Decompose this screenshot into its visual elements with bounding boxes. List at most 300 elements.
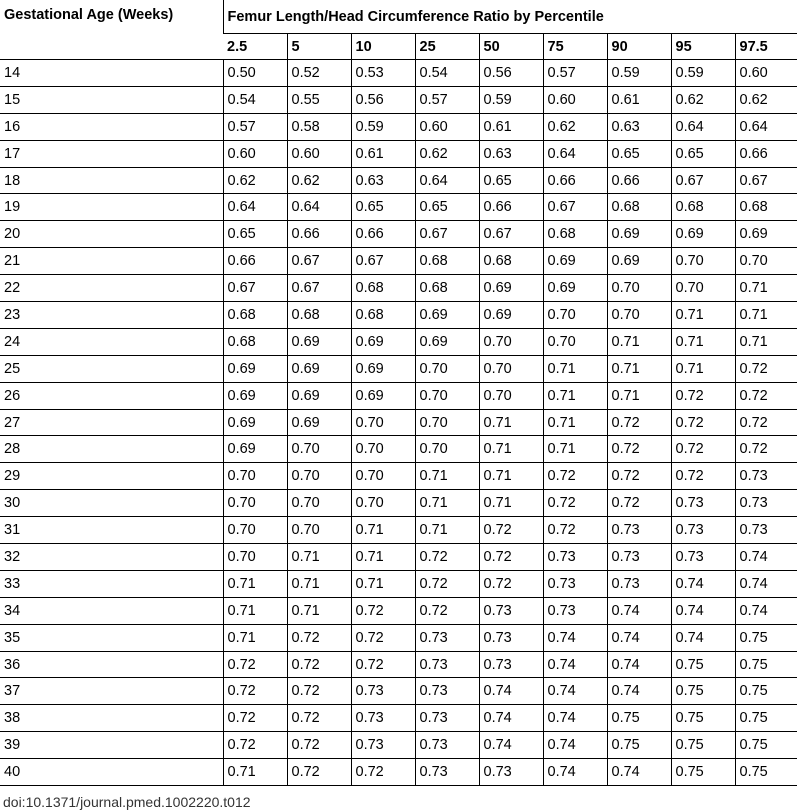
ratio-cell: 0.72 [287, 759, 351, 786]
ratio-cell: 0.61 [351, 140, 415, 167]
ratio-cell: 0.73 [351, 678, 415, 705]
age-cell: 31 [0, 517, 223, 544]
ratio-cell: 0.69 [287, 355, 351, 382]
ratio-cell: 0.72 [735, 355, 797, 382]
ratio-cell: 0.69 [479, 275, 543, 302]
ratio-cell: 0.63 [351, 167, 415, 194]
age-cell: 21 [0, 248, 223, 275]
ratio-cell: 0.50 [223, 60, 287, 87]
ratio-cell: 0.73 [479, 651, 543, 678]
ratio-cell: 0.70 [287, 463, 351, 490]
ratio-cell: 0.69 [287, 382, 351, 409]
ratio-cell: 0.69 [735, 221, 797, 248]
ratio-cell: 0.72 [735, 382, 797, 409]
ratio-cell: 0.70 [671, 275, 735, 302]
age-cell: 33 [0, 570, 223, 597]
ratio-cell: 0.67 [351, 248, 415, 275]
percentile-header: 90 [607, 34, 671, 60]
ratio-cell: 0.72 [543, 490, 607, 517]
age-cell: 24 [0, 328, 223, 355]
ratio-cell: 0.75 [607, 705, 671, 732]
ratio-cell: 0.72 [735, 409, 797, 436]
table-row [0, 60, 797, 87]
ratio-cell: 0.71 [607, 328, 671, 355]
ratio-cell: 0.72 [223, 732, 287, 759]
table-row [0, 194, 797, 221]
ratio-cell: 0.70 [671, 248, 735, 275]
percentile-header: 75 [543, 34, 607, 60]
ratio-cell: 0.73 [671, 517, 735, 544]
ratio-cell: 0.66 [607, 167, 671, 194]
ratio-cell: 0.62 [735, 86, 797, 113]
ratio-cell: 0.71 [415, 463, 479, 490]
ratio-cell: 0.70 [543, 328, 607, 355]
ratio-cell: 0.68 [351, 275, 415, 302]
ratio-cell: 0.72 [415, 544, 479, 571]
ratio-cell: 0.72 [607, 463, 671, 490]
ratio-cell: 0.74 [735, 544, 797, 571]
ratio-cell: 0.72 [607, 409, 671, 436]
ratio-cell: 0.70 [415, 382, 479, 409]
ratio-cell: 0.71 [351, 570, 415, 597]
ratio-cell: 0.64 [223, 194, 287, 221]
ratio-cell: 0.67 [671, 167, 735, 194]
ratio-cell: 0.69 [543, 275, 607, 302]
ratio-cell: 0.71 [287, 597, 351, 624]
ratio-cell: 0.75 [671, 678, 735, 705]
table-row [0, 302, 797, 329]
ratio-cell: 0.72 [223, 651, 287, 678]
ratio-cell: 0.62 [223, 167, 287, 194]
ratio-cell: 0.56 [351, 86, 415, 113]
ratio-cell: 0.69 [607, 221, 671, 248]
age-cell: 15 [0, 86, 223, 113]
ratio-cell: 0.69 [479, 302, 543, 329]
ratio-cell: 0.68 [479, 248, 543, 275]
ratio-cell: 0.71 [607, 355, 671, 382]
row-header-label: Gestational Age (Weeks) [0, 0, 223, 60]
ratio-cell: 0.71 [479, 436, 543, 463]
ratio-cell: 0.73 [543, 570, 607, 597]
doi-caption: doi:10.1371/journal.pmed.1002220.t012 [3, 794, 251, 810]
table-row [0, 140, 797, 167]
ratio-cell: 0.66 [223, 248, 287, 275]
ratio-cell: 0.69 [287, 328, 351, 355]
percentile-header: 2.5 [223, 34, 287, 60]
table-row [0, 248, 797, 275]
table-row [0, 221, 797, 248]
ratio-cell: 0.67 [287, 275, 351, 302]
ratio-cell: 0.72 [287, 678, 351, 705]
table-row [0, 517, 797, 544]
ratio-cell: 0.74 [479, 732, 543, 759]
ratio-cell: 0.70 [415, 355, 479, 382]
age-cell: 16 [0, 113, 223, 140]
table-row [0, 113, 797, 140]
ratio-cell: 0.71 [735, 275, 797, 302]
ratio-cell: 0.68 [223, 302, 287, 329]
ratio-cell: 0.71 [287, 570, 351, 597]
ratio-cell: 0.74 [607, 651, 671, 678]
ratio-cell: 0.73 [607, 570, 671, 597]
ratio-cell: 0.75 [671, 705, 735, 732]
table-row [0, 86, 797, 113]
ratio-cell: 0.58 [287, 113, 351, 140]
ratio-cell: 0.74 [543, 759, 607, 786]
ratio-cell: 0.60 [287, 140, 351, 167]
ratio-cell: 0.69 [607, 248, 671, 275]
ratio-cell: 0.73 [735, 463, 797, 490]
ratio-cell: 0.72 [415, 597, 479, 624]
ratio-cell: 0.74 [543, 678, 607, 705]
ratio-cell: 0.59 [479, 86, 543, 113]
table-row [0, 167, 797, 194]
ratio-cell: 0.59 [671, 60, 735, 87]
ratio-cell: 0.61 [607, 86, 671, 113]
ratio-cell: 0.70 [479, 328, 543, 355]
percentile-header: 5 [287, 34, 351, 60]
ratio-cell: 0.66 [351, 221, 415, 248]
ratio-cell: 0.70 [223, 463, 287, 490]
table-row [0, 382, 797, 409]
ratio-cell: 0.71 [479, 463, 543, 490]
ratio-cell: 0.62 [543, 113, 607, 140]
table-row [0, 463, 797, 490]
ratio-cell: 0.74 [735, 570, 797, 597]
ratio-cell: 0.75 [735, 732, 797, 759]
age-cell: 37 [0, 678, 223, 705]
age-cell: 36 [0, 651, 223, 678]
table-row [0, 436, 797, 463]
age-cell: 18 [0, 167, 223, 194]
ratio-cell: 0.72 [287, 705, 351, 732]
ratio-cell: 0.75 [735, 651, 797, 678]
table-row [0, 597, 797, 624]
ratio-cell: 0.69 [223, 436, 287, 463]
ratio-cell: 0.53 [351, 60, 415, 87]
ratio-cell: 0.72 [223, 678, 287, 705]
percentile-header: 95 [671, 34, 735, 60]
table-row [0, 409, 797, 436]
ratio-cell: 0.70 [351, 409, 415, 436]
ratio-cell: 0.71 [415, 517, 479, 544]
age-cell: 27 [0, 409, 223, 436]
ratio-cell: 0.73 [479, 759, 543, 786]
ratio-cell: 0.74 [671, 597, 735, 624]
ratio-cell: 0.69 [223, 409, 287, 436]
age-cell: 30 [0, 490, 223, 517]
ratio-cell: 0.68 [543, 221, 607, 248]
ratio-cell: 0.74 [607, 678, 671, 705]
ratio-cell: 0.71 [223, 624, 287, 651]
ratio-cell: 0.55 [287, 86, 351, 113]
ratio-cell: 0.72 [543, 517, 607, 544]
ratio-cell: 0.69 [223, 355, 287, 382]
ratio-cell: 0.73 [351, 732, 415, 759]
ratio-cell: 0.69 [223, 382, 287, 409]
ratio-cell: 0.65 [479, 167, 543, 194]
ratio-cell: 0.72 [287, 651, 351, 678]
ratio-cell: 0.72 [287, 732, 351, 759]
ratio-cell: 0.73 [415, 732, 479, 759]
table-body [0, 60, 797, 786]
ratio-cell: 0.67 [223, 275, 287, 302]
ratio-cell: 0.75 [735, 678, 797, 705]
ratio-cell: 0.73 [479, 624, 543, 651]
age-cell: 32 [0, 544, 223, 571]
ratio-cell: 0.71 [543, 355, 607, 382]
ratio-cell: 0.74 [607, 759, 671, 786]
ratio-cell: 0.72 [351, 759, 415, 786]
ratio-cell: 0.72 [479, 570, 543, 597]
ratio-cell: 0.66 [543, 167, 607, 194]
ratio-cell: 0.74 [735, 597, 797, 624]
ratio-cell: 0.69 [351, 355, 415, 382]
ratio-cell: 0.70 [479, 355, 543, 382]
ratio-cell: 0.67 [287, 248, 351, 275]
ratio-cell: 0.69 [415, 302, 479, 329]
ratio-cell: 0.75 [671, 651, 735, 678]
ratio-cell: 0.72 [671, 436, 735, 463]
ratio-cell: 0.66 [735, 140, 797, 167]
ratio-cell: 0.60 [735, 60, 797, 87]
ratio-cell: 0.70 [351, 490, 415, 517]
ratio-cell: 0.60 [543, 86, 607, 113]
ratio-cell: 0.73 [735, 490, 797, 517]
ratio-cell: 0.70 [287, 517, 351, 544]
ratio-cell: 0.75 [607, 732, 671, 759]
ratio-cell: 0.75 [735, 759, 797, 786]
ratio-cell: 0.72 [543, 463, 607, 490]
ratio-cell: 0.72 [351, 624, 415, 651]
age-cell: 39 [0, 732, 223, 759]
ratio-cell: 0.72 [671, 382, 735, 409]
ratio-cell: 0.75 [735, 624, 797, 651]
age-cell: 25 [0, 355, 223, 382]
ratio-cell: 0.65 [351, 194, 415, 221]
ratio-cell: 0.64 [543, 140, 607, 167]
ratio-cell: 0.69 [543, 248, 607, 275]
percentile-header: 10 [351, 34, 415, 60]
ratio-cell: 0.71 [607, 382, 671, 409]
ratio-cell: 0.73 [415, 624, 479, 651]
ratio-cell: 0.67 [543, 194, 607, 221]
ratio-cell: 0.57 [415, 86, 479, 113]
age-cell: 40 [0, 759, 223, 786]
ratio-cell: 0.72 [671, 409, 735, 436]
age-cell: 22 [0, 275, 223, 302]
ratio-cell: 0.71 [735, 328, 797, 355]
ratio-cell: 0.71 [479, 409, 543, 436]
ratio-cell: 0.71 [479, 490, 543, 517]
ratio-cell: 0.71 [351, 517, 415, 544]
ratio-cell: 0.54 [223, 86, 287, 113]
ratio-cell: 0.67 [415, 221, 479, 248]
ratio-cell: 0.75 [735, 705, 797, 732]
age-cell: 34 [0, 597, 223, 624]
ratio-cell: 0.65 [607, 140, 671, 167]
ratio-cell: 0.73 [479, 597, 543, 624]
ratio-cell: 0.73 [671, 544, 735, 571]
ratio-cell: 0.70 [351, 463, 415, 490]
age-cell: 23 [0, 302, 223, 329]
ratio-cell: 0.70 [607, 302, 671, 329]
ratio-cell: 0.71 [543, 436, 607, 463]
ratio-cell: 0.66 [479, 194, 543, 221]
ratio-cell: 0.62 [287, 167, 351, 194]
table-row [0, 678, 797, 705]
ratio-cell: 0.74 [543, 651, 607, 678]
ratio-cell: 0.64 [287, 194, 351, 221]
ratio-cell: 0.71 [223, 570, 287, 597]
ratio-cell: 0.70 [735, 248, 797, 275]
ratio-cell: 0.70 [607, 275, 671, 302]
ratio-cell: 0.71 [543, 409, 607, 436]
ratio-cell: 0.59 [351, 113, 415, 140]
table-row [0, 544, 797, 571]
ratio-cell: 0.60 [223, 140, 287, 167]
ratio-cell: 0.73 [543, 597, 607, 624]
ratio-cell: 0.71 [287, 544, 351, 571]
ratio-cell: 0.71 [223, 759, 287, 786]
percentile-header: 97.5 [735, 34, 797, 60]
ratio-cell: 0.74 [671, 570, 735, 597]
ratio-cell: 0.62 [415, 140, 479, 167]
ratio-cell: 0.69 [351, 328, 415, 355]
ratio-cell: 0.70 [223, 544, 287, 571]
age-cell: 29 [0, 463, 223, 490]
ratio-cell: 0.74 [607, 624, 671, 651]
ratio-cell: 0.72 [671, 463, 735, 490]
ratio-cell: 0.73 [415, 678, 479, 705]
age-cell: 17 [0, 140, 223, 167]
ratio-cell: 0.61 [479, 113, 543, 140]
ratio-cell: 0.67 [479, 221, 543, 248]
ratio-cell: 0.71 [671, 328, 735, 355]
ratio-cell: 0.56 [479, 60, 543, 87]
ratio-cell: 0.73 [415, 759, 479, 786]
ratio-cell: 0.64 [735, 113, 797, 140]
ratio-cell: 0.72 [735, 436, 797, 463]
ratio-cell: 0.70 [415, 409, 479, 436]
ratio-cell: 0.73 [351, 705, 415, 732]
ratio-cell: 0.65 [415, 194, 479, 221]
ratio-cell: 0.74 [607, 597, 671, 624]
ratio-cell: 0.57 [223, 113, 287, 140]
ratio-cell: 0.74 [479, 705, 543, 732]
ratio-cell: 0.73 [607, 544, 671, 571]
ratio-cell: 0.68 [351, 302, 415, 329]
ratio-cell: 0.68 [287, 302, 351, 329]
ratio-cell: 0.72 [607, 490, 671, 517]
ratio-cell: 0.72 [415, 570, 479, 597]
age-cell: 14 [0, 60, 223, 87]
ratio-cell: 0.74 [543, 624, 607, 651]
ratio-cell: 0.75 [671, 732, 735, 759]
table-row [0, 355, 797, 382]
percentile-header: 25 [415, 34, 479, 60]
ratio-cell: 0.70 [351, 436, 415, 463]
ratio-cell: 0.64 [415, 167, 479, 194]
ratio-cell: 0.71 [671, 302, 735, 329]
ratio-cell: 0.63 [607, 113, 671, 140]
ratio-cell: 0.60 [415, 113, 479, 140]
ratio-cell: 0.54 [415, 60, 479, 87]
ratio-cell: 0.73 [415, 651, 479, 678]
table-row [0, 624, 797, 651]
ratio-cell: 0.66 [287, 221, 351, 248]
ratio-cell: 0.70 [287, 490, 351, 517]
ratio-cell: 0.69 [671, 221, 735, 248]
header-row-group [0, 0, 797, 34]
ratio-cell: 0.72 [351, 597, 415, 624]
ratio-cell: 0.71 [415, 490, 479, 517]
ratio-cell: 0.73 [671, 490, 735, 517]
ratio-cell: 0.72 [479, 517, 543, 544]
ratio-cell: 0.70 [223, 517, 287, 544]
ratio-cell: 0.71 [671, 355, 735, 382]
table-row [0, 490, 797, 517]
ratio-cell: 0.69 [351, 382, 415, 409]
ratio-cell: 0.74 [479, 678, 543, 705]
ratio-cell: 0.70 [287, 436, 351, 463]
ratio-cell: 0.68 [671, 194, 735, 221]
ratio-cell: 0.69 [287, 409, 351, 436]
ratio-cell: 0.62 [671, 86, 735, 113]
ratio-cell: 0.72 [351, 651, 415, 678]
age-cell: 35 [0, 624, 223, 651]
age-cell: 26 [0, 382, 223, 409]
ratio-cell: 0.70 [479, 382, 543, 409]
ratio-cell: 0.70 [415, 436, 479, 463]
ratio-cell: 0.71 [351, 544, 415, 571]
ratio-cell: 0.74 [671, 624, 735, 651]
ratio-cell: 0.72 [287, 624, 351, 651]
ratio-cell: 0.68 [607, 194, 671, 221]
ratio-cell: 0.57 [543, 60, 607, 87]
age-cell: 20 [0, 221, 223, 248]
table-row [0, 328, 797, 355]
ratio-cell: 0.68 [735, 194, 797, 221]
ratio-cell: 0.73 [735, 517, 797, 544]
ratio-cell: 0.72 [607, 436, 671, 463]
ratio-cell: 0.71 [543, 382, 607, 409]
table-row [0, 732, 797, 759]
ratio-cell: 0.59 [607, 60, 671, 87]
table-row [0, 570, 797, 597]
ratio-cell: 0.68 [415, 248, 479, 275]
table-row [0, 759, 797, 786]
ratio-cell: 0.68 [223, 328, 287, 355]
ratio-cell: 0.71 [223, 597, 287, 624]
table-row [0, 651, 797, 678]
ratio-cell: 0.69 [415, 328, 479, 355]
ratio-cell: 0.71 [735, 302, 797, 329]
ratio-cell: 0.73 [607, 517, 671, 544]
ratio-cell: 0.70 [223, 490, 287, 517]
ratio-cell: 0.52 [287, 60, 351, 87]
group-header: Femur Length/Head Circumference Ratio by Percentile [223, 0, 797, 34]
ratio-cell: 0.74 [543, 705, 607, 732]
ratio-cell: 0.72 [223, 705, 287, 732]
age-cell: 28 [0, 436, 223, 463]
ratio-cell: 0.63 [479, 140, 543, 167]
age-cell: 19 [0, 194, 223, 221]
ratio-cell: 0.73 [543, 544, 607, 571]
ratio-cell: 0.70 [543, 302, 607, 329]
table-row [0, 275, 797, 302]
ratio-cell: 0.73 [415, 705, 479, 732]
